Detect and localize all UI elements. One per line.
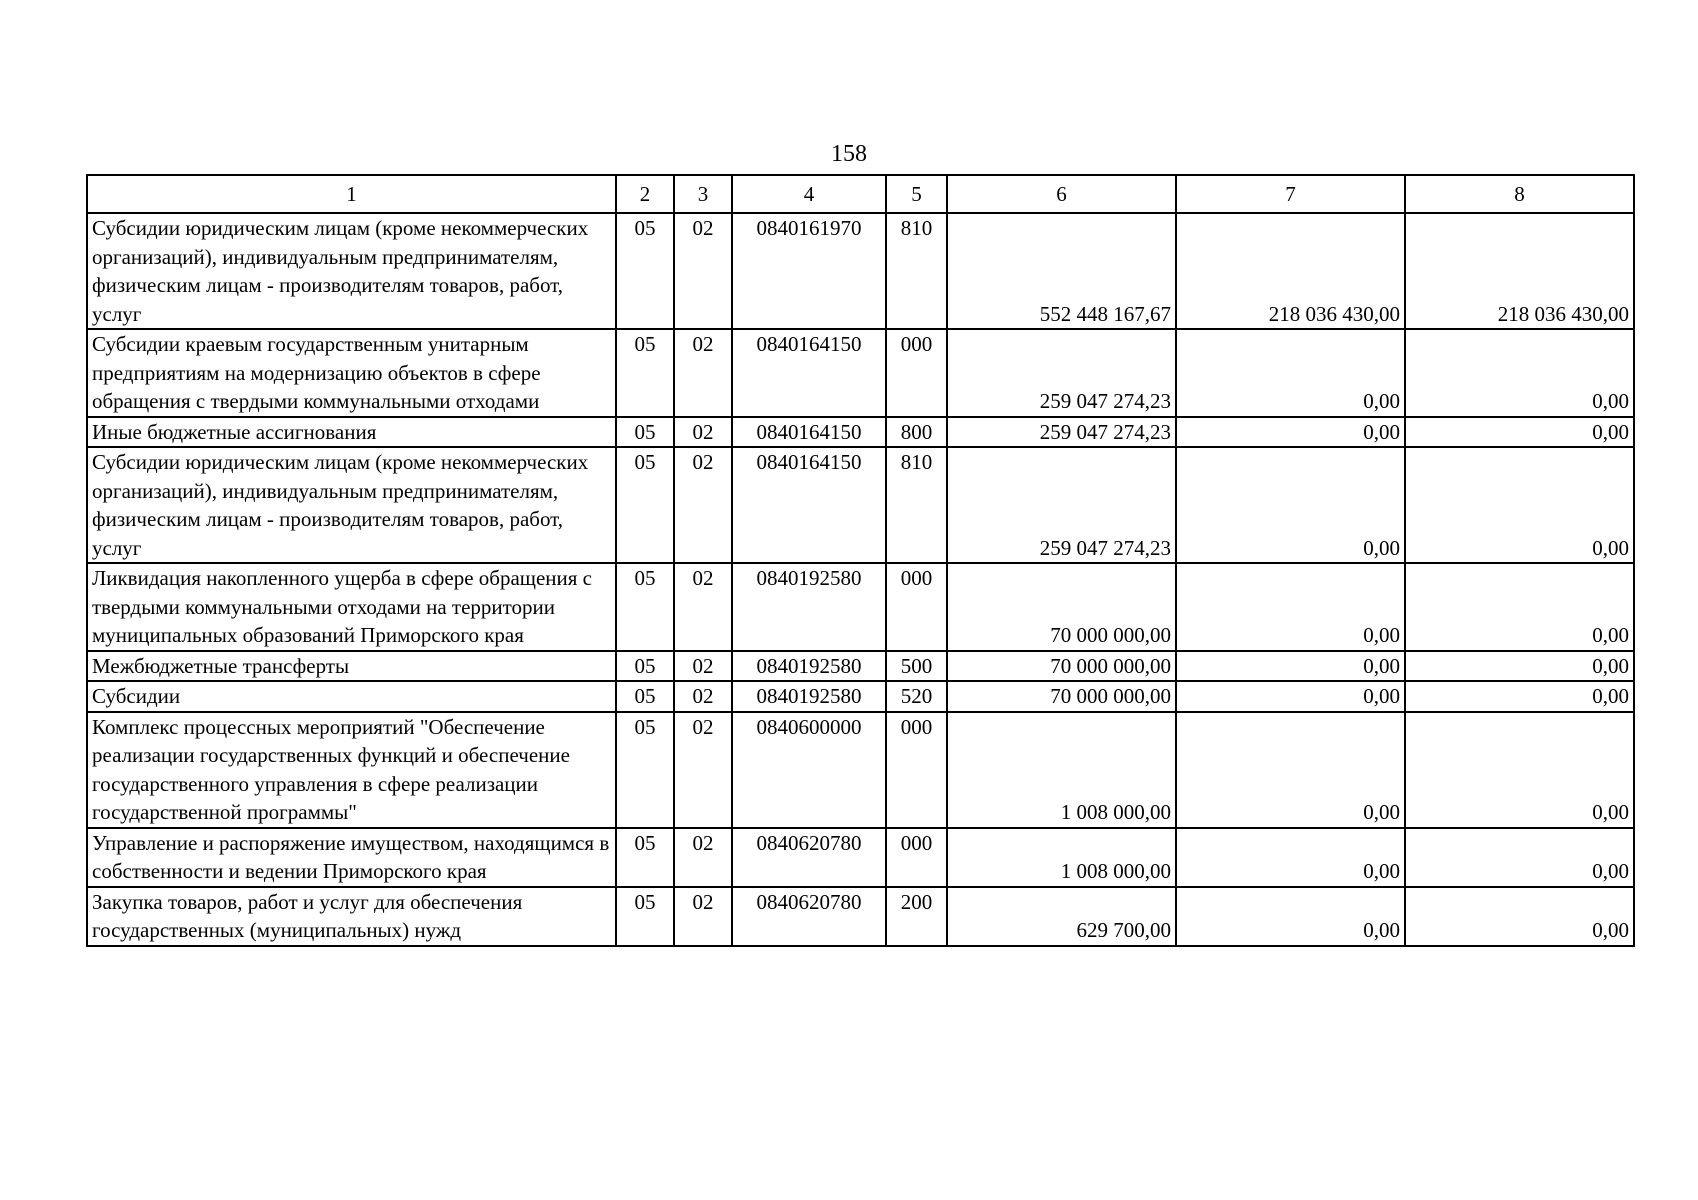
row-subsection: 02 [674, 447, 732, 563]
row-amount-col6: 259 047 274,23 [947, 417, 1176, 448]
row-amount-col7: 0,00 [1176, 329, 1405, 417]
row-target-code: 0840620780 [732, 828, 886, 887]
header-col-5: 5 [886, 175, 947, 213]
row-name: Закупка товаров, работ и услуг для обеспечения государственных (муниципальных) нужд [87, 887, 616, 946]
row-section: 05 [616, 887, 674, 946]
header-col-6: 6 [947, 175, 1176, 213]
row-name: Субсидии [87, 681, 616, 712]
row-amount-col6: 1 008 000,00 [947, 828, 1176, 887]
row-amount-col7: 218 036 430,00 [1176, 213, 1405, 329]
row-amount-col7: 0,00 [1176, 417, 1405, 448]
row-amount-col8: 0,00 [1405, 681, 1634, 712]
row-subsection: 02 [674, 213, 732, 329]
table-row [87, 887, 1634, 946]
row-amount-col8: 0,00 [1405, 828, 1634, 887]
row-name: Субсидии юридическим лицам (кроме некоммерческих организаций), индивидуальным предпринимателям, физическим лицам - производителям товаров, работ, услуг [87, 213, 616, 329]
row-name: Управление и распоряжение имуществом, находящимся в собственности и ведении Приморского края [87, 828, 616, 887]
row-target-code: 0840161970 [732, 213, 886, 329]
row-name: Комплекс процессных мероприятий "Обеспечение реализации государственных функций и обеспечение государственного управления в сфере реализации государственной программы" [87, 712, 616, 828]
table-row [87, 213, 1634, 329]
budget-table [86, 174, 1635, 947]
table-row [87, 563, 1634, 651]
row-expense-type: 810 [886, 447, 947, 563]
table-row [87, 651, 1634, 682]
row-name: Субсидии краевым государственным унитарным предприятиям на модернизацию объектов в сфере обращения с твердыми коммунальными отходами [87, 329, 616, 417]
table-row [87, 681, 1634, 712]
row-target-code: 0840192580 [732, 563, 886, 651]
row-expense-type: 800 [886, 417, 947, 448]
page-number: 158 [831, 141, 867, 167]
row-expense-type: 500 [886, 651, 947, 682]
row-amount-col8: 218 036 430,00 [1405, 213, 1634, 329]
row-subsection: 02 [674, 417, 732, 448]
table-row [87, 329, 1634, 417]
row-target-code: 0840620780 [732, 887, 886, 946]
row-subsection: 02 [674, 651, 732, 682]
row-target-code: 0840600000 [732, 712, 886, 828]
row-subsection: 02 [674, 563, 732, 651]
row-amount-col8: 0,00 [1405, 651, 1634, 682]
row-amount-col7: 0,00 [1176, 447, 1405, 563]
table-row [87, 712, 1634, 828]
row-section: 05 [616, 447, 674, 563]
row-subsection: 02 [674, 681, 732, 712]
row-amount-col7: 0,00 [1176, 651, 1405, 682]
row-amount-col6: 259 047 274,23 [947, 329, 1176, 417]
row-amount-col6: 70 000 000,00 [947, 681, 1176, 712]
row-amount-col8: 0,00 [1405, 887, 1634, 946]
row-expense-type: 200 [886, 887, 947, 946]
row-section: 05 [616, 213, 674, 329]
row-section: 05 [616, 329, 674, 417]
row-expense-type: 000 [886, 712, 947, 828]
row-amount-col7: 0,00 [1176, 563, 1405, 651]
row-name: Иные бюджетные ассигнования [87, 417, 616, 448]
header-col-7: 7 [1176, 175, 1405, 213]
table-body [87, 213, 1634, 946]
table-row [87, 417, 1634, 448]
row-expense-type: 000 [886, 563, 947, 651]
row-amount-col6: 70 000 000,00 [947, 651, 1176, 682]
table-row [87, 828, 1634, 887]
row-amount-col8: 0,00 [1405, 712, 1634, 828]
row-section: 05 [616, 417, 674, 448]
row-subsection: 02 [674, 828, 732, 887]
row-subsection: 02 [674, 887, 732, 946]
table-header [87, 175, 1634, 213]
row-section: 05 [616, 563, 674, 651]
row-section: 05 [616, 712, 674, 828]
row-amount-col6: 1 008 000,00 [947, 712, 1176, 828]
row-amount-col6: 70 000 000,00 [947, 563, 1176, 651]
row-name: Ликвидация накопленного ущерба в сфере обращения с твердыми коммунальными отходами на территории муниципальных образований Приморского края [87, 563, 616, 651]
row-subsection: 02 [674, 329, 732, 417]
row-name: Субсидии юридическим лицам (кроме некоммерческих организаций), индивидуальным предпринимателям, физическим лицам - производителям товаров, работ, услуг [87, 447, 616, 563]
row-amount-col8: 0,00 [1405, 447, 1634, 563]
header-col-4: 4 [732, 175, 886, 213]
row-amount-col8: 0,00 [1405, 563, 1634, 651]
row-target-code: 0840164150 [732, 417, 886, 448]
row-amount-col7: 0,00 [1176, 828, 1405, 887]
row-target-code: 0840192580 [732, 681, 886, 712]
row-amount-col7: 0,00 [1176, 712, 1405, 828]
row-name: Межбюджетные трансферты [87, 651, 616, 682]
row-amount-col8: 0,00 [1405, 417, 1634, 448]
row-section: 05 [616, 651, 674, 682]
row-section: 05 [616, 828, 674, 887]
row-amount-col6: 259 047 274,23 [947, 447, 1176, 563]
row-amount-col7: 0,00 [1176, 887, 1405, 946]
row-amount-col7: 0,00 [1176, 681, 1405, 712]
header-col-1: 1 [87, 175, 616, 213]
row-target-code: 0840164150 [732, 447, 886, 563]
row-amount-col6: 552 448 167,67 [947, 213, 1176, 329]
row-section: 05 [616, 681, 674, 712]
header-col-3: 3 [674, 175, 732, 213]
row-expense-type: 810 [886, 213, 947, 329]
row-amount-col6: 629 700,00 [947, 887, 1176, 946]
row-expense-type: 520 [886, 681, 947, 712]
row-target-code: 0840164150 [732, 329, 886, 417]
table-row [87, 447, 1634, 563]
header-row [87, 175, 1634, 213]
row-expense-type: 000 [886, 828, 947, 887]
header-col-2: 2 [616, 175, 674, 213]
row-amount-col8: 0,00 [1405, 329, 1634, 417]
row-subsection: 02 [674, 712, 732, 828]
row-expense-type: 000 [886, 329, 947, 417]
row-target-code: 0840192580 [732, 651, 886, 682]
header-col-8: 8 [1405, 175, 1634, 213]
